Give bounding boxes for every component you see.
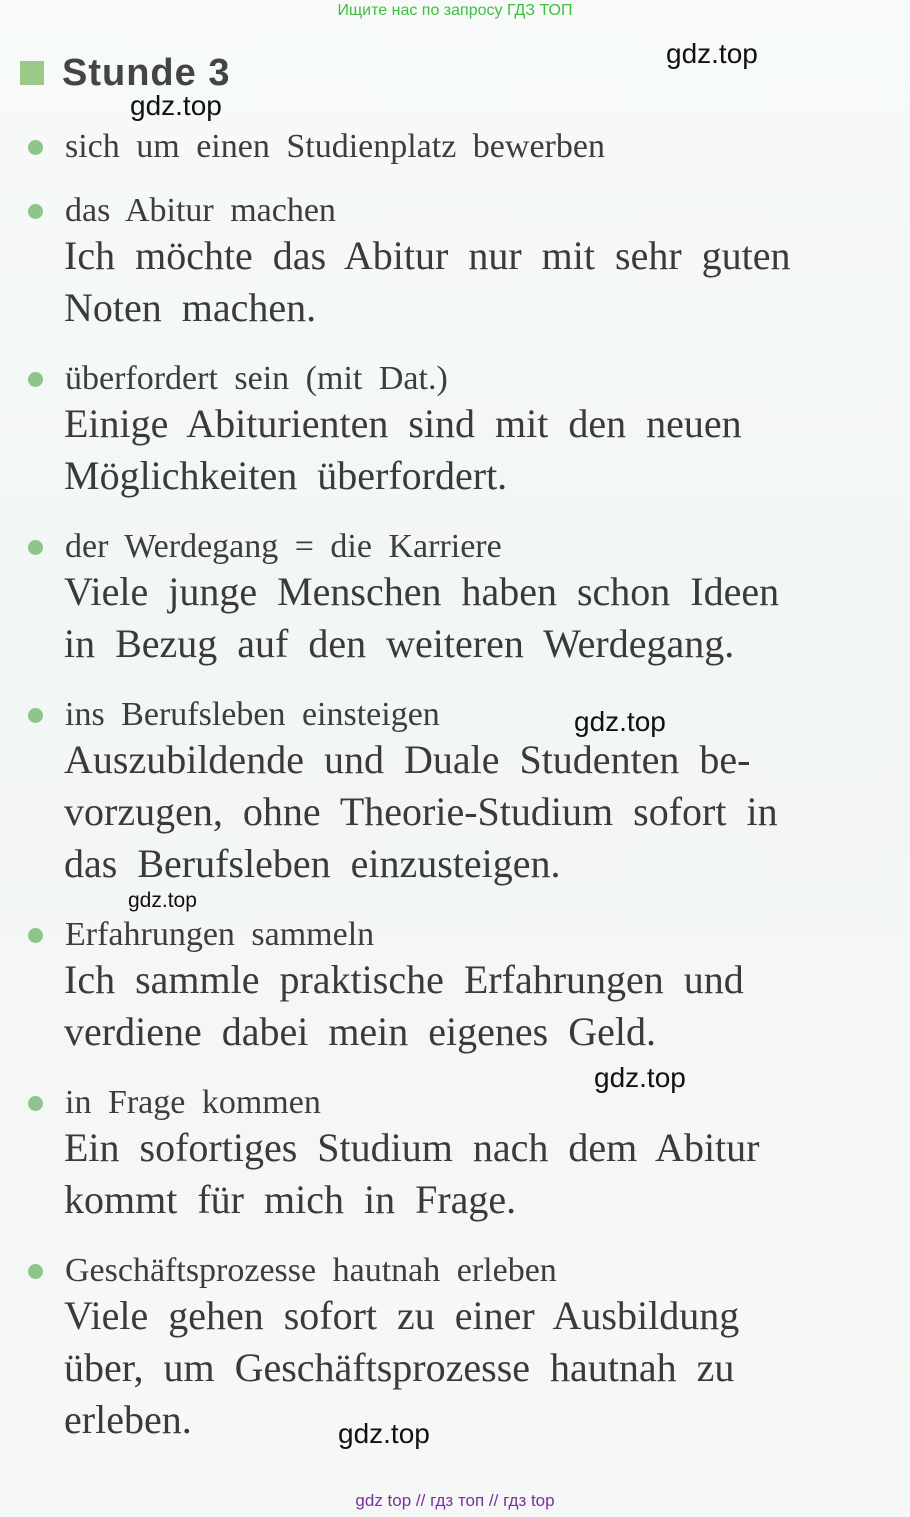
term-line	[28, 1252, 908, 1290]
bullet-icon	[28, 372, 43, 387]
example-sentence	[64, 954, 908, 1058]
example-line: Noten machen.	[64, 285, 317, 330]
term-line	[28, 528, 908, 566]
vocab-term: das Abitur machen	[65, 192, 336, 229]
term-line	[28, 192, 908, 230]
watermark: gdz.top	[128, 889, 197, 912]
term-line	[28, 696, 908, 734]
vocab-term: Geschäftsprozesse hautnah erleben	[65, 1252, 557, 1289]
bullet-icon	[28, 204, 43, 219]
example-line: über, um Geschäftsprozesse hautnah zu	[64, 1345, 735, 1390]
heading-square-icon	[20, 61, 44, 85]
bullet-icon	[28, 1264, 43, 1279]
vocab-entry	[28, 128, 908, 166]
example-line: erleben.	[64, 1397, 192, 1442]
example-sentence	[64, 1290, 908, 1446]
example-line: Einige Abiturienten sind mit den neuen	[64, 401, 742, 446]
watermark: gdz.top	[666, 38, 758, 69]
example-sentence	[64, 230, 908, 334]
vocab-entry	[28, 696, 908, 890]
example-line: Auszubildende und Duale Studenten be-	[64, 737, 751, 782]
example-line: Ich sammle praktische Erfahrungen und	[64, 957, 744, 1002]
term-line	[28, 128, 908, 166]
vocab-entry	[28, 916, 908, 1058]
vocab-term: überfordert sein (mit Dat.)	[65, 360, 448, 397]
example-line: das Berufsleben einzusteigen.	[64, 841, 561, 886]
vocab-entry	[28, 1252, 908, 1446]
example-line: Viele gehen sofort zu einer Ausbildung	[64, 1293, 740, 1338]
vocab-term: in Frage kommen	[65, 1084, 321, 1121]
bullet-icon	[28, 140, 43, 155]
watermark: gdz.top	[130, 90, 222, 121]
footer-links: gdz top // гдз топ // гдз top	[355, 1491, 555, 1510]
example-sentence	[64, 566, 908, 670]
vocab-entry	[28, 1084, 908, 1226]
top-banner: Ищите нас по запросу ГДЗ ТОП	[337, 2, 573, 19]
bullet-icon	[28, 1096, 43, 1111]
example-line: Möglichkeiten überfordert.	[64, 453, 508, 498]
bullet-icon	[28, 928, 43, 943]
watermark: gdz.top	[338, 1418, 430, 1449]
term-line	[28, 916, 908, 954]
example-sentence	[64, 398, 908, 502]
example-sentence	[64, 734, 908, 890]
vocab-term: sich um einen Studienplatz bewerben	[65, 128, 605, 165]
vocab-entry	[28, 192, 908, 334]
vocab-entry	[28, 360, 908, 502]
bullet-icon	[28, 540, 43, 555]
example-line: verdiene dabei mein eigenes Geld.	[64, 1009, 656, 1054]
term-line	[28, 1084, 908, 1122]
section-title: Stunde 3	[62, 51, 231, 94]
vocab-term: Erfahrungen sammeln	[65, 916, 375, 953]
bullet-icon	[28, 708, 43, 723]
example-line: Ich möchte das Abitur nur mit sehr guten	[64, 233, 791, 278]
example-line: vorzugen, ohne Theorie-Studium sofort in	[64, 789, 778, 834]
vocab-term: ins Berufsleben einsteigen	[65, 696, 440, 733]
watermark: gdz.top	[574, 706, 666, 737]
example-sentence	[64, 1122, 908, 1226]
example-line: in Bezug auf den weiteren Werdegang.	[64, 621, 735, 666]
vocab-term: der Werdegang = die Karriere	[65, 528, 502, 565]
example-line: kommt für mich in Frage.	[64, 1177, 517, 1222]
example-line: Ein sofortiges Studium nach dem Abitur	[64, 1125, 760, 1170]
term-line	[28, 360, 908, 398]
vocab-entry	[28, 528, 908, 670]
watermark: gdz.top	[594, 1062, 686, 1093]
example-line: Viele junge Menschen haben schon Ideen	[64, 569, 780, 614]
